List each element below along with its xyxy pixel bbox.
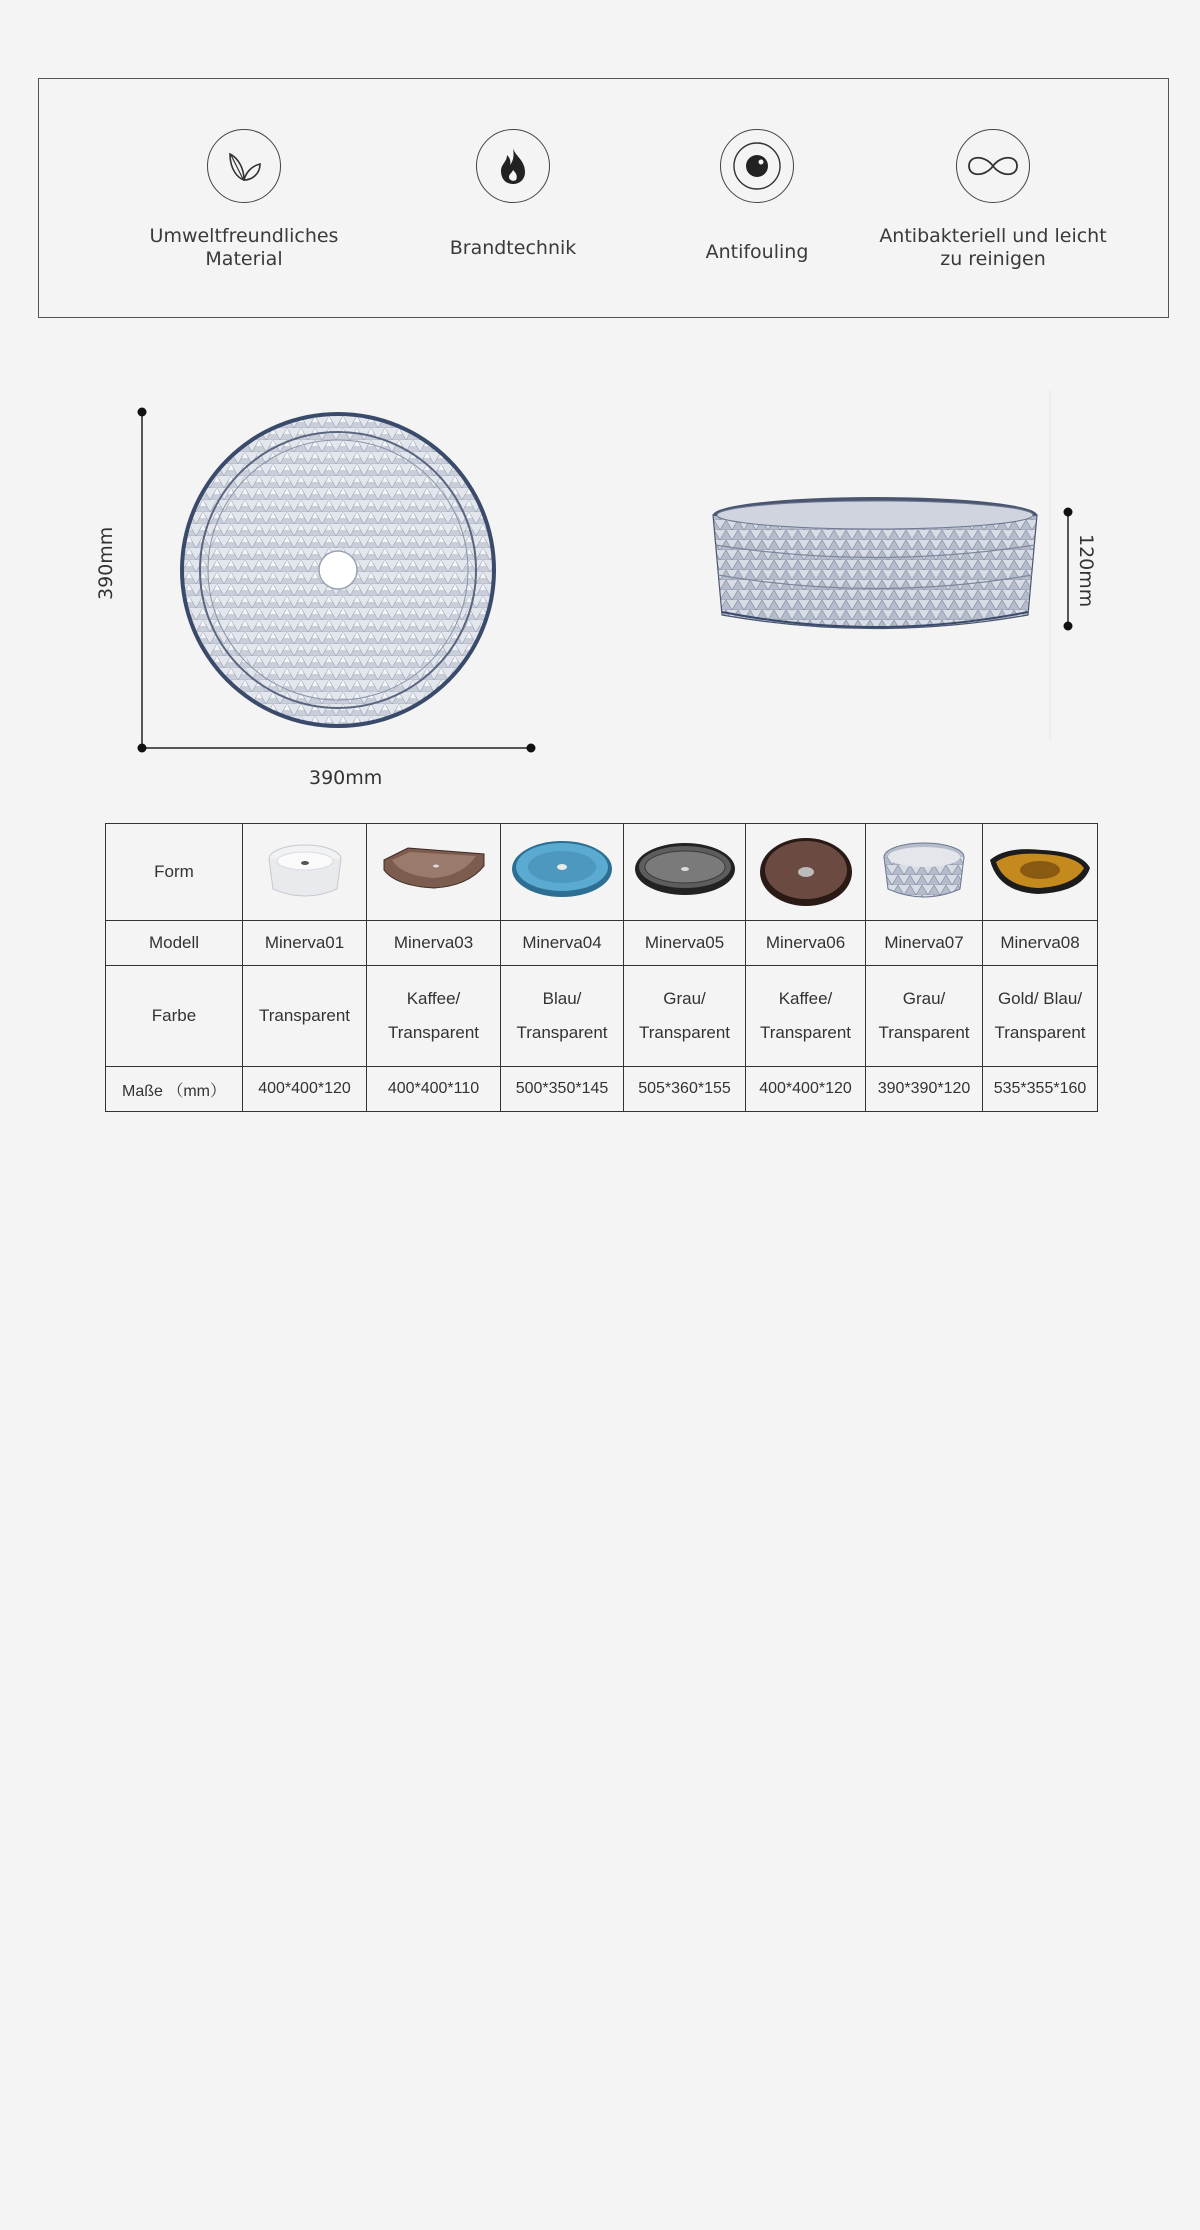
size-cell: 500*350*145	[501, 1067, 624, 1112]
table-row-size	[106, 1067, 1098, 1112]
height-dimension-label: 390mm	[95, 526, 117, 600]
basin-top-view	[180, 412, 496, 728]
size-cell: 400*400*110	[367, 1067, 501, 1112]
model-cell: Minerva07	[866, 921, 983, 966]
model-cell: Minerva03	[367, 921, 501, 966]
size-cell: 390*390*120	[866, 1067, 983, 1112]
color-cell: Kaffee/ Transparent	[367, 966, 501, 1067]
feature-label: Brandtechnik	[449, 237, 577, 259]
model-cell: Minerva06	[746, 921, 866, 966]
row-label: Maße （mm）	[106, 1067, 243, 1112]
feature-eco	[124, 129, 364, 271]
flame-icon	[476, 129, 550, 203]
features-box	[38, 78, 1169, 318]
side-height-dimension-label: 120mm	[1075, 534, 1097, 608]
row-label: Form	[106, 824, 243, 921]
color-cell: Gold/ Blau/ Transparent	[983, 966, 1098, 1067]
size-cell: 400*400*120	[746, 1067, 866, 1112]
size-cell: 535*355*160	[983, 1067, 1098, 1112]
feature-antibacterial	[873, 129, 1113, 271]
model-cell: Minerva04	[501, 921, 624, 966]
spec-table	[105, 823, 1098, 1112]
dimension-drawings	[0, 380, 1200, 800]
product-thumb-minerva01	[243, 824, 367, 921]
product-thumb-minerva03	[367, 824, 501, 921]
row-label: Farbe	[106, 966, 243, 1067]
leaf-icon	[207, 129, 281, 203]
feature-burn	[393, 129, 633, 260]
basin-side-view	[713, 497, 1037, 629]
product-thumb-minerva04	[501, 824, 624, 921]
product-thumb-minerva06	[746, 824, 866, 921]
color-cell: Transparent	[243, 966, 367, 1067]
model-cell: Minerva08	[983, 921, 1098, 966]
row-label: Modell	[106, 921, 243, 966]
size-cell: 400*400*120	[243, 1067, 367, 1112]
product-thumb-minerva05	[624, 824, 746, 921]
feature-label: Antifouling	[705, 241, 809, 263]
table-row-form	[106, 824, 1098, 921]
product-thumb-minerva07	[866, 824, 983, 921]
model-cell: Minerva01	[243, 921, 367, 966]
color-cell: Grau/ Transparent	[866, 966, 983, 1067]
feature-label: Antibakteriell und leicht zu reinigen	[879, 225, 1107, 270]
width-dimension-label: 390mm	[309, 767, 383, 789]
dimension-drawing-svg	[0, 380, 1200, 800]
target-icon	[720, 129, 794, 203]
feature-antifouling	[637, 129, 877, 264]
size-cell: 505*360*155	[624, 1067, 746, 1112]
color-cell: Grau/ Transparent	[624, 966, 746, 1067]
table-row-color	[106, 966, 1098, 1067]
color-cell: Kaffee/ Transparent	[746, 966, 866, 1067]
table-row-model	[106, 921, 1098, 966]
model-cell: Minerva05	[624, 921, 746, 966]
product-thumb-minerva08	[983, 824, 1098, 921]
feature-label: Umweltfreundliches Material	[149, 225, 339, 270]
color-cell: Blau/ Transparent	[501, 966, 624, 1067]
infinity-icon	[956, 129, 1030, 203]
